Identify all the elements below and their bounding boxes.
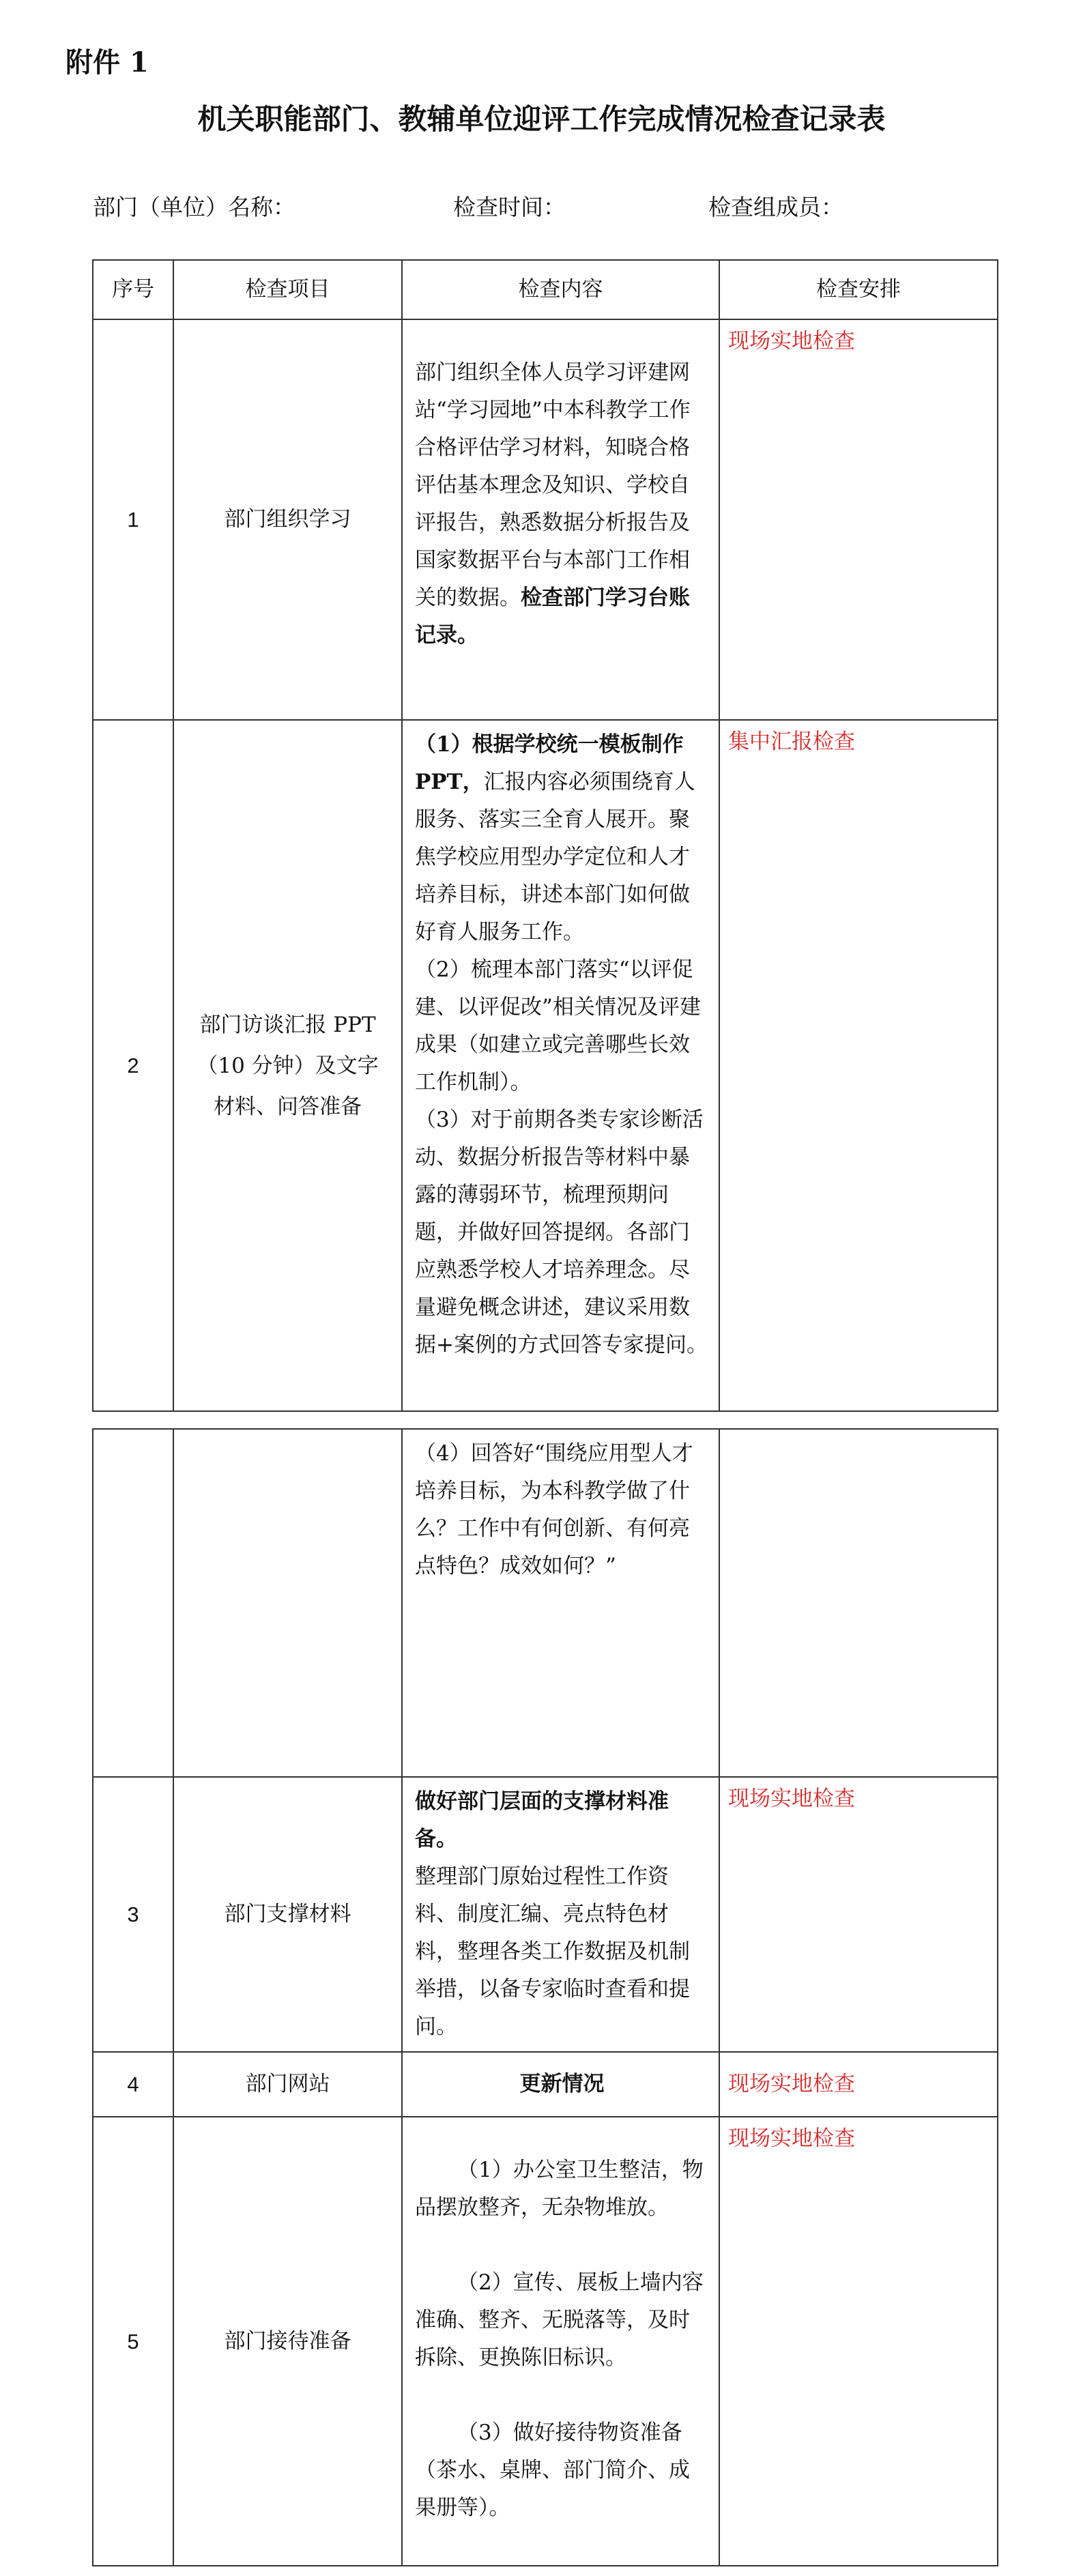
table-row-4 [93,2052,998,2117]
row2c-item [173,1429,402,1777]
header-content: 检查内容 [402,260,719,319]
row5-arrangement: 现场实地检查 [719,2117,998,2566]
row5-no: 5 [93,2117,173,2566]
table-header-row [93,260,998,319]
table-row-1 [93,319,998,720]
row3-arrangement: 现场实地检查 [719,1777,998,2052]
check-time-label: 检查时间： [453,194,566,220]
attachment-label: 附件 1 [66,46,149,78]
inspection-table-part1 [92,259,998,1412]
row2-p2: （2）梳理本部门落实“以评促建、以评促改”相关情况及评建成果（如建立或完善哪些长效工作机制）。 [415,957,701,1095]
row2-p4: （4）回答好“围绕应用型人才培养目标，为本科教学做了什么？工作中有何创新、有何亮点特色？成效如何？” [415,1441,693,1578]
row2-no: 2 [93,720,173,1411]
dept-name-label: 部门（单位）名称： [93,194,295,220]
row2-p1-bold: （1）根据学校统一模板制作 PPT， [415,732,684,794]
row3-item: 部门支撑材料 [173,1777,402,2052]
row5-content [402,2117,719,2566]
header-arrangement: 检查安排 [719,260,998,319]
row2-p1-rest: 汇报内容必须围绕育人服务、落实三全育人展开。聚焦学校应用型办学定位和人才培养目标，讲述本部门如何做好育人服务工作。 [415,770,695,944]
row2-arrangement: 集中汇报检查 [719,720,998,1411]
row1-content-plain: 部门组织全体人员学习评建网站“学习园地”中本科教学工作合格评估学习材料，知晓合格评估基本理念及知识、学校自评报告，熟悉数据分析报告及国家数据平台与本部门工作相关的数据。 [415,360,691,610]
table-row-5 [93,2117,998,2566]
row1-item: 部门组织学习 [173,319,402,720]
row5-p3: （3）做好接待物资准备（茶水、桌牌、部门简介、成果册等）。 [415,2420,690,2520]
row3-content [402,1777,719,2052]
row1-content-bold: 检查部门学习台账记录。 [415,585,690,648]
header-item: 检查项目 [173,260,402,319]
row2c-no [93,1429,173,1777]
row4-arrangement: 现场实地检查 [719,2052,998,2117]
inspection-table-part2 [92,1428,998,2566]
row3-no: 3 [93,1777,173,2052]
row3-content-plain: 整理部门原始过程性工作资料、制度汇编、亮点特色材料，整理各类工作数据及机制举措，以备专家临时查看和提问。 [415,1864,690,2039]
header-no: 序号 [93,260,173,319]
table-row-2-continued [93,1429,998,1777]
row3-content-bold: 做好部门层面的支撑材料准备。 [415,1789,669,1851]
table-row-3 [93,1777,998,2052]
row2c-arrangement [719,1429,998,1777]
row4-item: 部门网站 [173,2052,402,2117]
check-members-label: 检查组成员： [708,194,843,220]
row5-p1: （1）办公室卫生整洁，物品摆放整齐，无杂物堆放。 [415,2158,704,2220]
row2-content [402,720,719,1411]
row5-p2: （2）宣传、展板上墙内容准确、整齐、无脱落等，及时拆除、更换陈旧标识。 [415,2270,704,2370]
row2c-content [402,1429,719,1777]
row4-content: 更新情况 [402,2052,719,2117]
row1-content [402,319,719,720]
document-title: 机关职能部门、教辅单位迎评工作完成情况检查记录表 [197,102,886,136]
row1-no: 1 [93,319,173,720]
row5-item: 部门接待准备 [173,2117,402,2566]
table-row-2 [93,720,998,1411]
row1-arrangement: 现场实地检查 [719,319,998,720]
row4-no: 4 [93,2052,173,2117]
row2-p3: （3）对于前期各类专家诊断活动、数据分析报告等材料中暴露的薄弱环节，梳理预期问题，并做好回答提纲。各部门应熟悉学校人才培养理念。尽量避免概念讲述，建议采用数据+案例的方式回答专家提问。 [415,1108,708,1357]
row2-item: 部门访谈汇报 PPT（10 分钟）及文字材料、问答准备 [173,720,402,1411]
